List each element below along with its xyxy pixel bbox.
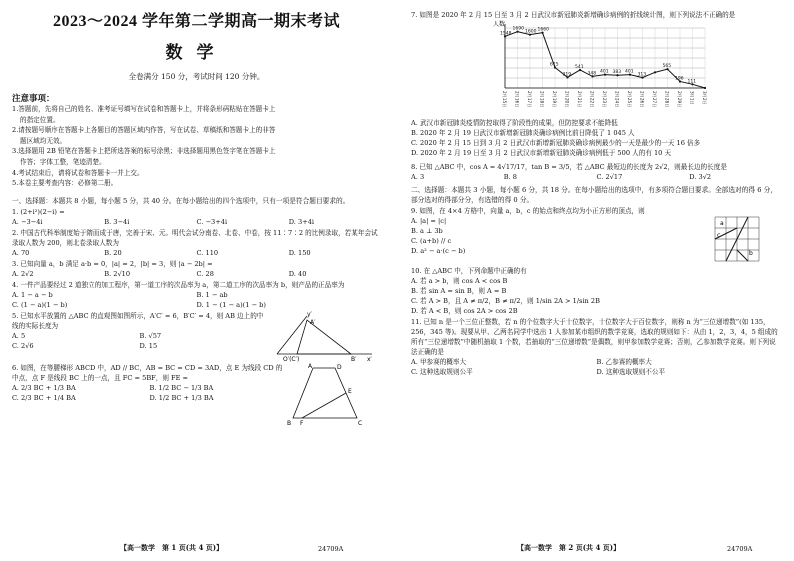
fig5-label: O′(C′)	[283, 355, 300, 362]
question-9-block	[411, 205, 782, 265]
option: D. 这种选取规则不公平	[596, 368, 666, 376]
question-7-options	[411, 118, 782, 158]
fig9-label: c	[717, 232, 721, 239]
chart-data-label: 348	[587, 71, 597, 77]
question-7: 7. 如图是 2020 年 2 月 15 日至 3 月 2 日武汉市新冠肺炎新增确诊病例的折线统计图，则下列说法不正确的是	[411, 11, 736, 19]
option: D. 3√2	[689, 173, 712, 181]
note-line: 4.考试结束后，请将试卷和答题卡一并上交。	[12, 168, 144, 177]
chart-data-label: 1690	[512, 26, 524, 32]
chart-point	[654, 71, 656, 73]
question-6-options	[12, 383, 287, 393]
question-8-options	[411, 172, 782, 182]
grid-vector-figure	[711, 213, 763, 265]
question-6-block	[12, 362, 381, 426]
chart-tick-label: 2月27日	[652, 91, 657, 108]
option: A. 2/3 BC + 1/3 BA	[12, 383, 76, 392]
option: C. (a+b) // c	[411, 237, 452, 245]
option: A. 若 a > b，则 cos A < cos B	[411, 277, 508, 285]
option: B. 2√10	[104, 269, 131, 278]
chart-tick-label: 2月28日	[664, 91, 670, 108]
option: B. a ⊥ 3b	[411, 227, 443, 235]
chart-tick-label: 2月23日	[602, 91, 607, 108]
chart-tick-label: 2月21日	[577, 91, 582, 108]
question-2: 2. 中国古代科举制度始于隋而成于唐，完善于宋、元。明代会试分南卷、北卷、中卷，按 11∶7∶2 的比例录取，若某年会试录取人数为 200，则北卷录取人数为	[12, 228, 378, 247]
chart-data-label: 1600	[525, 29, 537, 35]
option: A. 3	[411, 173, 425, 181]
option: C. (1 − a)(1 − b)	[12, 300, 68, 309]
question-4-options	[12, 290, 381, 300]
chart-data-label: 383	[612, 70, 622, 76]
option: C. 2020 年 2 月 15 日到 3 月 2 日武汉市新增新冠肺炎确诊病例最少的一天是最少的一天 16 倍多	[411, 139, 701, 147]
chart-ylabel: 人数	[493, 21, 506, 28]
chart-data-label: 196	[675, 76, 684, 82]
note-line: 3.选择题用 2B 铅笔在答题卡上把所选答案的标号涂黑；非选择题用黑色签字笔在答题卡上	[12, 147, 276, 156]
question-2-options	[12, 248, 381, 258]
oblique-triangle-figure	[267, 310, 377, 362]
trapezoid-figure	[287, 362, 367, 426]
exam-meta: 全卷满分 150 分，考试时间 120 分钟。	[128, 72, 265, 81]
case-line-chart	[491, 20, 711, 118]
exam-code: 24709A	[318, 545, 344, 553]
option: C. 2/3 BC + 1/4 BA	[12, 393, 76, 402]
fig6-label: B	[287, 419, 292, 426]
chart-tick-label: 2月20日	[564, 91, 570, 108]
note-line: 的指定位置。	[20, 115, 60, 124]
question-11: 11. 已知 n 是一个三位正整数，若 n 的个位数字大于十位数字，十位数字大于百位数字，则称 n 为“三位递增数”(如 135，256，345 等)。现要从甲、乙两名同学中选出 1 人参加某市组织的数学竞赛，选取的规则如下：从由 1，2，3，4，5 组成的所有“三位递增数”中随机抽取 1 个数，若抽取的“三位递增数”是偶数，则甲参加数学竞赛；否则，乙参加数学竞赛。则下列说法正确的是	[411, 318, 778, 356]
option: B. 若 sin A = sin B，则 A = B	[411, 287, 507, 295]
option: A. 武汉市新冠肺炎疫情防控取得了阶段性的成果，但防控要求不能降低	[411, 119, 618, 127]
option: C. −3+4i	[196, 217, 228, 226]
page-footer: 【高一数学 第 2 页(共 4 页)】	[517, 543, 621, 552]
question-3: 3. 已知向量 a，b 满足 a·b = 0，|a| = 2，|b| = 3，则 |a − 2b| =	[12, 259, 213, 268]
chart-data-label: 1548	[500, 31, 512, 37]
option: A. 1 − a − b	[12, 290, 53, 299]
option: A. 甲参赛的概率大	[411, 358, 467, 366]
exam-title: 2023～2024 学年第二学期高一期末考试	[52, 13, 340, 30]
option: B. 乙参赛的概率大	[596, 358, 652, 366]
question-9: 9. 如图，在 4×4 方格中，向量 a，b，c 的始点和终点均为小正方形的顶点，则	[411, 207, 645, 215]
option: C. 28	[196, 269, 214, 278]
fig9-label: b	[749, 250, 753, 257]
question-5: 5. 已知水平放置的 △ABC 的直观图如图所示，A′C′ = 6，B′C′ = 4，则 AB 边上的中线的实际长度为	[12, 311, 264, 330]
chart-tick-label: 3月1日	[689, 91, 695, 105]
option: D. 若 A < B，则 cos 2A > cos 2B	[411, 307, 518, 315]
fig5-label: B′	[351, 355, 357, 362]
notes-list	[12, 104, 381, 189]
option: C. 2√17	[596, 173, 623, 181]
note-line: 题区域均无效。	[20, 136, 67, 145]
option: D. 40	[288, 269, 307, 278]
note-line: 1.答题前，先将自己的姓名、准考证号填写在试卷和答题卡上，并将条形码粘贴在答题卡上	[12, 105, 276, 113]
section-1-heading: 一、选择题：本题共 8 小题，每小题 5 分，共 40 分。在每小题给出的四个选项中，只有一项是符合题目要求的。	[12, 196, 350, 205]
note-line: 作答；字体工整，笔迹清楚。	[20, 157, 106, 166]
option: B. 3−4i	[104, 217, 130, 226]
note-line: 2.请按题号顺序在答题卡上各题目的答题区域内作答，写在试卷、草稿纸和答题卡上的非答	[12, 126, 276, 135]
option: A. 2√2	[12, 269, 34, 278]
chart-point	[704, 87, 706, 89]
fig6-label: E	[348, 387, 352, 395]
option: D. 2020 年 2 月 19 日至 3 月 2 日武汉市新增新冠肺炎确诊病例低于 500 人的有 10 天	[411, 149, 672, 157]
fig6-label: C	[358, 419, 363, 426]
option: C. 2√6	[12, 341, 34, 350]
option: B. 20	[104, 248, 122, 257]
option: C. 若 A > B，且 A ≠ π/2，B ≠ π/2，则 1/sin 2A > 1/sin 2B	[411, 297, 600, 305]
chart-tick-label: 2月26日	[639, 91, 645, 108]
page-footer: 【高一数学 第 1 页(共 4 页)】	[120, 543, 224, 552]
chart-data-label: 313	[637, 72, 647, 78]
chart-tick-label: 2月22日	[589, 91, 595, 108]
option: C. 110	[196, 248, 219, 257]
chart-data-label: 1660	[537, 27, 549, 33]
option: D. 3+4i	[288, 217, 315, 226]
chart-tick-label: 2月16日	[514, 91, 520, 108]
fig6-label: A	[308, 362, 313, 370]
chart-tick-label: 2月29日	[677, 91, 682, 108]
chart-data-label: 111	[687, 79, 697, 85]
fig5-label: x′	[367, 355, 372, 362]
question-5-options	[12, 331, 267, 341]
question-6-options-row2	[12, 393, 287, 403]
question-10: 10. 在 △ABC 中，下列命题中正确的有	[411, 267, 527, 275]
option: B. 1/2 BC − 1/3 BA	[149, 383, 214, 392]
question-3-options	[12, 269, 381, 279]
option: B. 1 − ab	[196, 290, 228, 299]
chart-tick-label: 2月24日	[614, 91, 620, 108]
fig6-label: F	[300, 419, 304, 426]
question-10-options	[411, 276, 782, 316]
chart-data-label: 615	[550, 62, 559, 68]
option: A. 70	[12, 248, 30, 257]
notes-heading: 注意事项：	[12, 94, 55, 104]
option: D. a² − a·(c − b)	[411, 247, 466, 255]
option: B. √57	[139, 331, 162, 340]
fig5-label: A′	[310, 318, 316, 326]
question-4-options-row2	[12, 300, 381, 310]
option: D. 15	[139, 341, 158, 350]
option: D. 1 − (1 − a)(1 − b)	[196, 300, 266, 309]
fig9-label: a	[720, 220, 724, 227]
question-1-options	[12, 217, 381, 227]
option: C. 这种选取规则公平	[411, 368, 473, 376]
subject-title: 数学	[165, 43, 228, 63]
chart-tick-label: 2月19日	[552, 91, 557, 108]
question-5-block	[12, 310, 381, 362]
chart-data-label: 401	[600, 69, 609, 75]
option: B. 2020 年 2 月 19 日武汉市新增新冠肺炎确诊病例比前日降低了 1 045 人	[411, 129, 635, 137]
section-2-heading: 二、选择题：本题共 3 小题，每小题 6 分，共 18 分。在每小题给出的选项中，有多项符合题目要求。全部选对的得 6 分，部分选对的得部分分，有选错的得 0 分。	[411, 186, 777, 204]
option: A. −3−4i	[12, 217, 43, 226]
chart-data-label: 401	[625, 69, 634, 75]
question-9-options	[411, 216, 711, 256]
chart-tick-label: 2月25日	[627, 91, 632, 108]
fig6-label: D	[337, 363, 342, 371]
fig5-label: y′	[307, 310, 312, 318]
option: A. |a| = |c|	[411, 217, 447, 225]
option: B. 8	[503, 173, 517, 181]
question-6: 6. 如图，在等腰梯形 ABCD 中，AD // BC，AB = BC = CD = 3AD，点 E 为线段 CD 的中点，点 F 是线段 BC 上的一点，且 FC = 5BF，则 FE =	[12, 363, 283, 382]
question-4: 4. 一件产品要经过 2 道独立的加工程序，第一道工序的次品率为 a，第二道工序的次品率为 b，则产品的正品率为	[12, 280, 345, 289]
exam-page-right	[397, 0, 794, 561]
chart-tick-label: 2月17日	[527, 91, 532, 108]
question-11-options-row2	[411, 367, 782, 377]
question-1: 1. (2+i²)(2−i) =	[12, 207, 65, 216]
note-line: 5.本卷主要考查内容：必修第二册。	[12, 179, 118, 188]
chart-tick-label: 3月2日	[702, 91, 707, 105]
question-8: 8. 已知 △ABC 中，cos A = 4√17/17，tan B = 3/5，若 △ABC 最短边的长度为 2√2，则最长边的长度是	[411, 163, 727, 171]
chart-tick-label: 2月15日	[502, 91, 507, 108]
option: A. 5	[12, 331, 26, 340]
question-5-options-row2	[12, 341, 267, 351]
chart-data-label: 319	[562, 72, 572, 78]
option: D. 1/2 BC + 1/3 BA	[149, 393, 214, 402]
chart-data-label: 565	[662, 64, 672, 70]
option: D. 150	[288, 248, 311, 257]
exam-code: 24709A	[727, 545, 753, 553]
chart-data-label: 541	[575, 64, 584, 70]
question-11-options	[411, 357, 782, 367]
chart-tick-label: 2月18日	[539, 91, 545, 108]
